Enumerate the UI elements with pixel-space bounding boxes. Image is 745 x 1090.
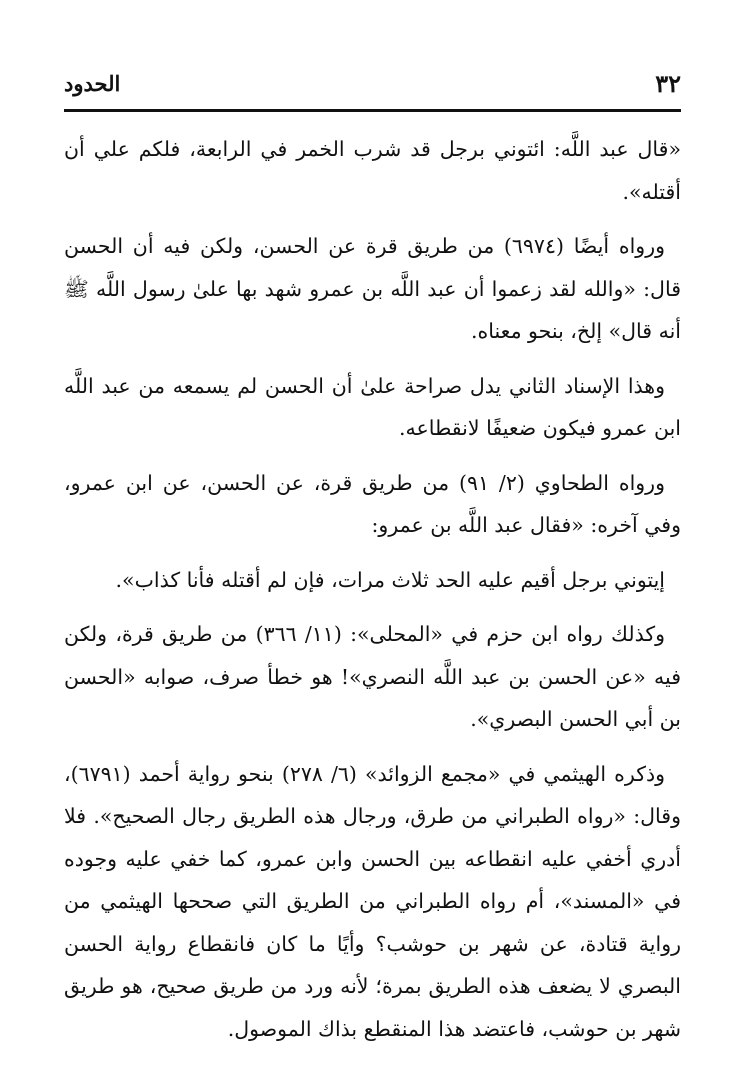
page-number: ٣٢ (655, 69, 681, 98)
paragraph-6: وكذلك رواه ابن حزم في «المحلى»: (١١/ ٣٦٦) من طريق قرة، ولكن فيه «عن الحسن بن عبد اللَّه النصري»! هو خطأ صرف، صوابه «الحسن بن أبي الحسن البصري». (64, 622, 681, 731)
running-title: الحدود (64, 71, 121, 96)
page-header (64, 66, 681, 102)
paragraph-7: وذكره الهيثمي في «مجمع الزوائد» (٦/ ٢٧٨) بنحو رواية أحمد (٦٧٩١)، وقال: «رواه الطبراني من طرق، ورجال هذه الطريق رجال الصحيح». فلا أدري أخفي عليه انقطاعه بين الحسن وابن عمرو، كما خفي عليه وجوده في «المسند»، أم رواه الطبراني من الطريق التي صححها الهيثمي من رواية قتادة، عن شهر بن حوشب؟ وأيًا ما كان فانقطاع رواية الحسن البصري لا يضعف هذه الطريق بمرة؛ لأنه ورد من طريق صحيح، هو طريق شهر بن حوشب، فاعتضد هذا المنقطع بذاك الموصول. (64, 761, 681, 1041)
paragraph-1: «قال عبد اللَّه: ائتوني برجل قد شرب الخمر في الرابعة، فلكم علي أن أقتله». (64, 137, 681, 204)
header-rule (64, 109, 681, 112)
paragraph-5: إيتوني برجل أقيم عليه الحد ثلاث مرات، فإن لم أقتله فأنا كذاب». (115, 567, 665, 592)
paragraph-4: ورواه الطحاوي (٢/ ٩١) من طريق قرة، عن الحسن، عن ابن عمرو، وفي آخره: «فقال عبد اللَّه بن عمرو: (64, 470, 681, 537)
page-body (64, 128, 681, 1062)
paragraph-2: ورواه أيضًا (٦٩٧٤) من طريق قرة عن الحسن، ولكن فيه أن الحسن قال: «والله لقد زعموا أن عبد اللَّه بن عمرو شهد بها علىٰ رسول اللَّه ﷺ أنه قال» إلخ، بنحو معناه. (64, 234, 681, 343)
paragraph-3: وهذا الإسناد الثاني يدل صراحة علىٰ أن الحسن لم يسمعه من عبد اللَّه ابن عمرو فيكون ضعيفًا لانقطاعه. (64, 373, 681, 440)
